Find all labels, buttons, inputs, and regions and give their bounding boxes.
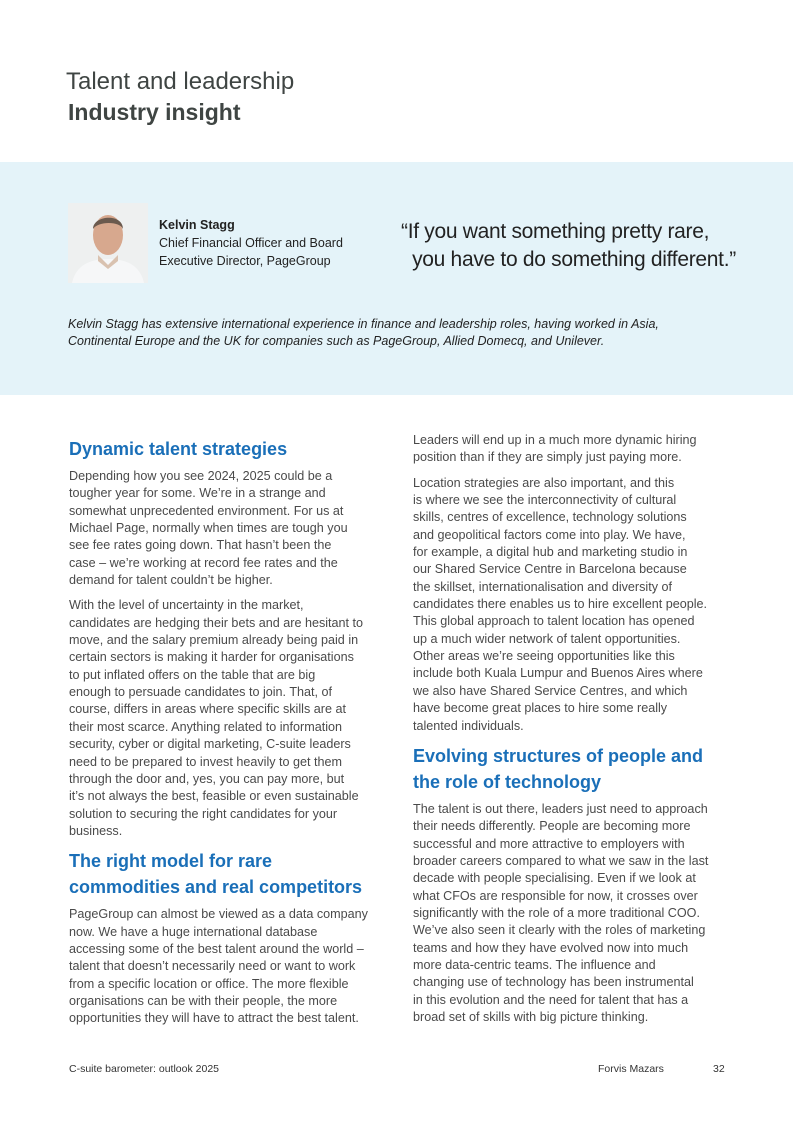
paragraph: Location strategies are also important, and this is where we see the interconnectivity of cultural skills, centres of excellence, technology solutions and geopolitical factors come into play. We have, for example, a digital hub and marketing studio in our Shared Service Centre in Barcelona because the skillset, internationalisation and diversity of candidates there enables us to hire excellent people. This global approach to talent location has opened up a much wider network of talent opportunities. Other areas we’re seeing opportunities like this include both Kuala Lumpur and Buenos Aires where we also have Shared Service Centres, and which have become great places to hire some really talented individuals. <box>413 475 708 733</box>
pull-quote: “If you want something pretty rare, you have to do something different.” <box>401 220 736 271</box>
footer-brand: Forvis Mazars <box>598 1063 664 1075</box>
profile-name: Kelvin Stagg <box>159 218 235 232</box>
page-title: Industry insight <box>68 99 241 125</box>
profile-photo <box>68 203 148 283</box>
paragraph: Depending how you see 2024, 2025 could be a tougher year for some. We’re in a strange and somewhat unprecedented environment. For us at Michael Page, normally when times are tough you see fee rates going down. That hasn’t been the case – we’re working at record fee rates and the demand for talent couldn’t be higher. <box>69 469 348 588</box>
profile-bio: Kelvin Stagg has extensive international experience in finance and leadership roles, having worked in Asia, Continental Europe and the UK for companies such as PageGroup, Allied Domecq, and Unilever. <box>68 317 659 348</box>
page-number: 32 <box>713 1063 725 1075</box>
paragraph: PageGroup can almost be viewed as a data company now. We have a huge international database accessing some of the best talent around the world – talent that doesn’t necessarily need or want to work from a specific location or office. The more flexible organisations can be with their people, the more opportunities they will have to attract the best talent. <box>69 907 368 1026</box>
footer-publication: C-suite barometer: outlook 2025 <box>69 1063 219 1075</box>
paragraph: The talent is out there, leaders just need to approach their needs differently. People are becoming more successful and more attractive to employers with broader careers compared to what we saw in the last decade with people specialising. Even if we look at what CFOs are responsible for now, it crosses over significantly with the role of a more traditional COO. We’ve also seen it clearly with the roles of marketing teams and how they have evolved now into much more data-centric teams. The influence and changing use of technology has been instrumental in this evolution and the need for talent that has a broad set of skills with big picture thinking. <box>413 801 709 1024</box>
profile-role: Chief Financial Officer and Board Executive Director, PageGroup <box>159 236 343 268</box>
paragraph: With the level of uncertainty in the market, candidates are hedging their bets and are hesitant to move, and the salary premium already being paid in certain sectors is making it harder for organisations to put inflated offers on the table that are big enough to persuade candidates to join. That, of course, differs in areas where specific skills are at their most scarce. Anything related to information security, cyber or digital marketing, C-suite leaders need to be prepared to invest heavily to get them through the door and, yes, you can pay more, but it’s not always the best, feasible or even sustainable solution to securing the right candidates for your business. <box>69 598 364 838</box>
heading-dynamic-talent: Dynamic talent strategies <box>69 439 288 459</box>
heading-right-model: The right model for rare commodities and real competitors <box>69 851 363 898</box>
right-column <box>413 432 743 1034</box>
left-column <box>69 436 399 1036</box>
section-title: Talent and leadership <box>66 68 295 95</box>
heading-evolving-structures: Evolving structures of people and the role of technology <box>413 745 704 792</box>
paragraph: Leaders will end up in a much more dynamic hiring position than if they are simply just paying more. <box>413 433 697 465</box>
